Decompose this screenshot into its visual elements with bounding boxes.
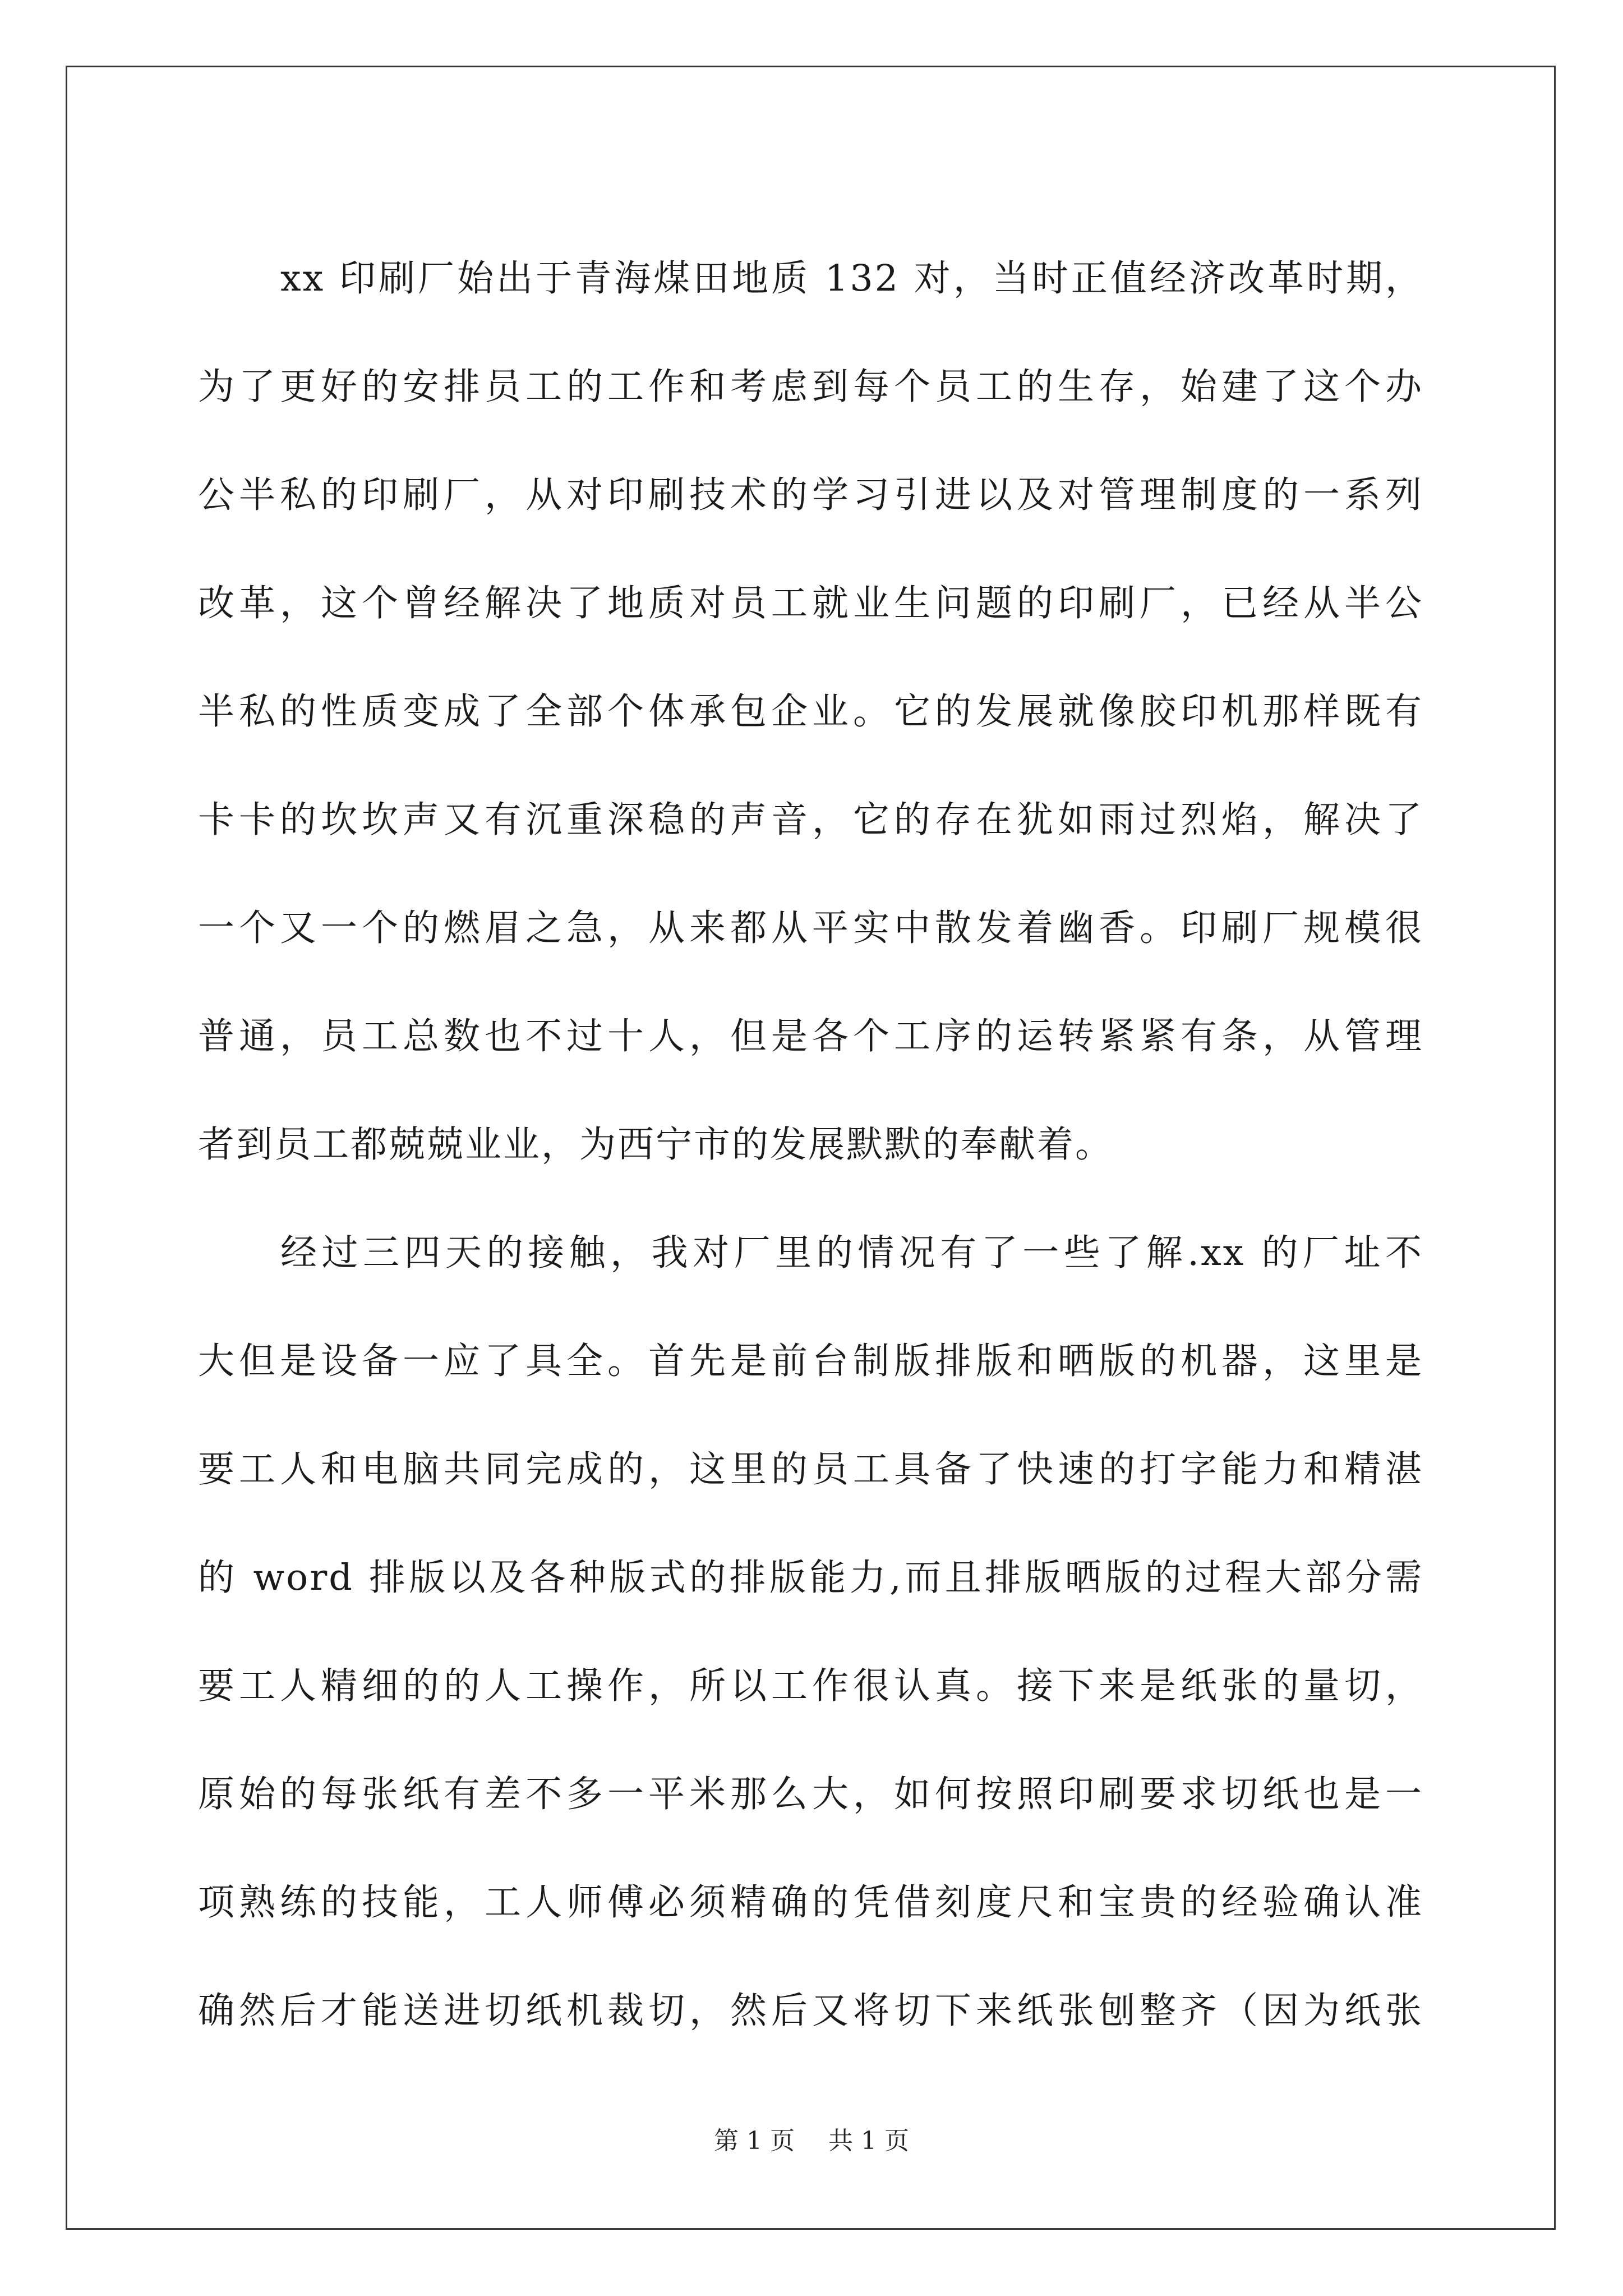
paragraph-2-line-2: 大但是设备一应了具全。首先是前台制版排版和晒版的机器，这里是 <box>198 1340 1423 1382</box>
paragraph-1-line-9: 者到员工都兢兢业业，为西宁市的发展默默的奉献着。 <box>198 1124 1114 1166</box>
page-footer <box>0 2120 1623 2156</box>
paragraph-2-line-4: 的 word 排版以及各种版式的排版能力,而且排版晒版的过程大部分需 <box>198 1557 1423 1599</box>
paragraph-2-line-7: 项熟练的技能，工人师傅必须精确的凭借刻度尺和宝贵的经验确认准 <box>198 1881 1423 1924</box>
paragraph-1-line-8: 普通，员工总数也不过十人，但是各个工序的运转紧紧有条，从管理 <box>198 1015 1423 1057</box>
page-number-total: 共 1 页 <box>828 2127 909 2155</box>
paragraph-1-line-2: 为了更好的安排员工的工作和考虑到每个员工的生存，始建了这个办 <box>198 366 1423 408</box>
paragraph-2-line-5: 要工人精细的的人工操作，所以工作很认真。接下来是纸张的量切， <box>198 1665 1423 1707</box>
paragraph-1-line-7: 一个又一个的燃眉之急，从来都从平实中散发着幽香。印刷厂规模很 <box>198 907 1423 949</box>
paragraph-1-line-4: 改革，这个曾经解决了地质对员工就业生问题的印刷厂，已经从半公 <box>198 582 1423 624</box>
page-number-current: 第 1 页 <box>714 2127 795 2155</box>
paragraph-2-line-8: 确然后才能送进切纸机裁切，然后又将切下来纸张刨整齐（因为纸张 <box>198 1990 1423 2032</box>
paragraph-1-line-5: 半私的性质变成了全部个体承包企业。它的发展就像胶印机那样既有 <box>198 691 1423 733</box>
paragraph-1-line-3: 公半私的印刷厂，从对印刷技术的学习引进以及对管理制度的一系列 <box>198 474 1423 516</box>
paragraph-2-line-3: 要工人和电脑共同完成的，这里的员工具备了快速的打字能力和精湛 <box>198 1448 1423 1490</box>
paragraph-1-line-1: xx 印刷厂始出于青海煤田地质 132 对，当时正值经济改革时期， <box>280 257 1423 300</box>
paragraph-2-line-1: 经过三四天的接触，我对厂里的情况有了一些了解.xx 的厂址不 <box>280 1232 1423 1274</box>
document-body <box>198 224 1423 2065</box>
paragraph-2-line-6: 原始的每张纸有差不多一平米那么大，如何按照印刷要求切纸也是一 <box>198 1773 1423 1815</box>
paragraph-1-line-6: 卡卡的坎坎声又有沉重深稳的声音，它的存在犹如雨过烈焰，解决了 <box>198 799 1423 841</box>
